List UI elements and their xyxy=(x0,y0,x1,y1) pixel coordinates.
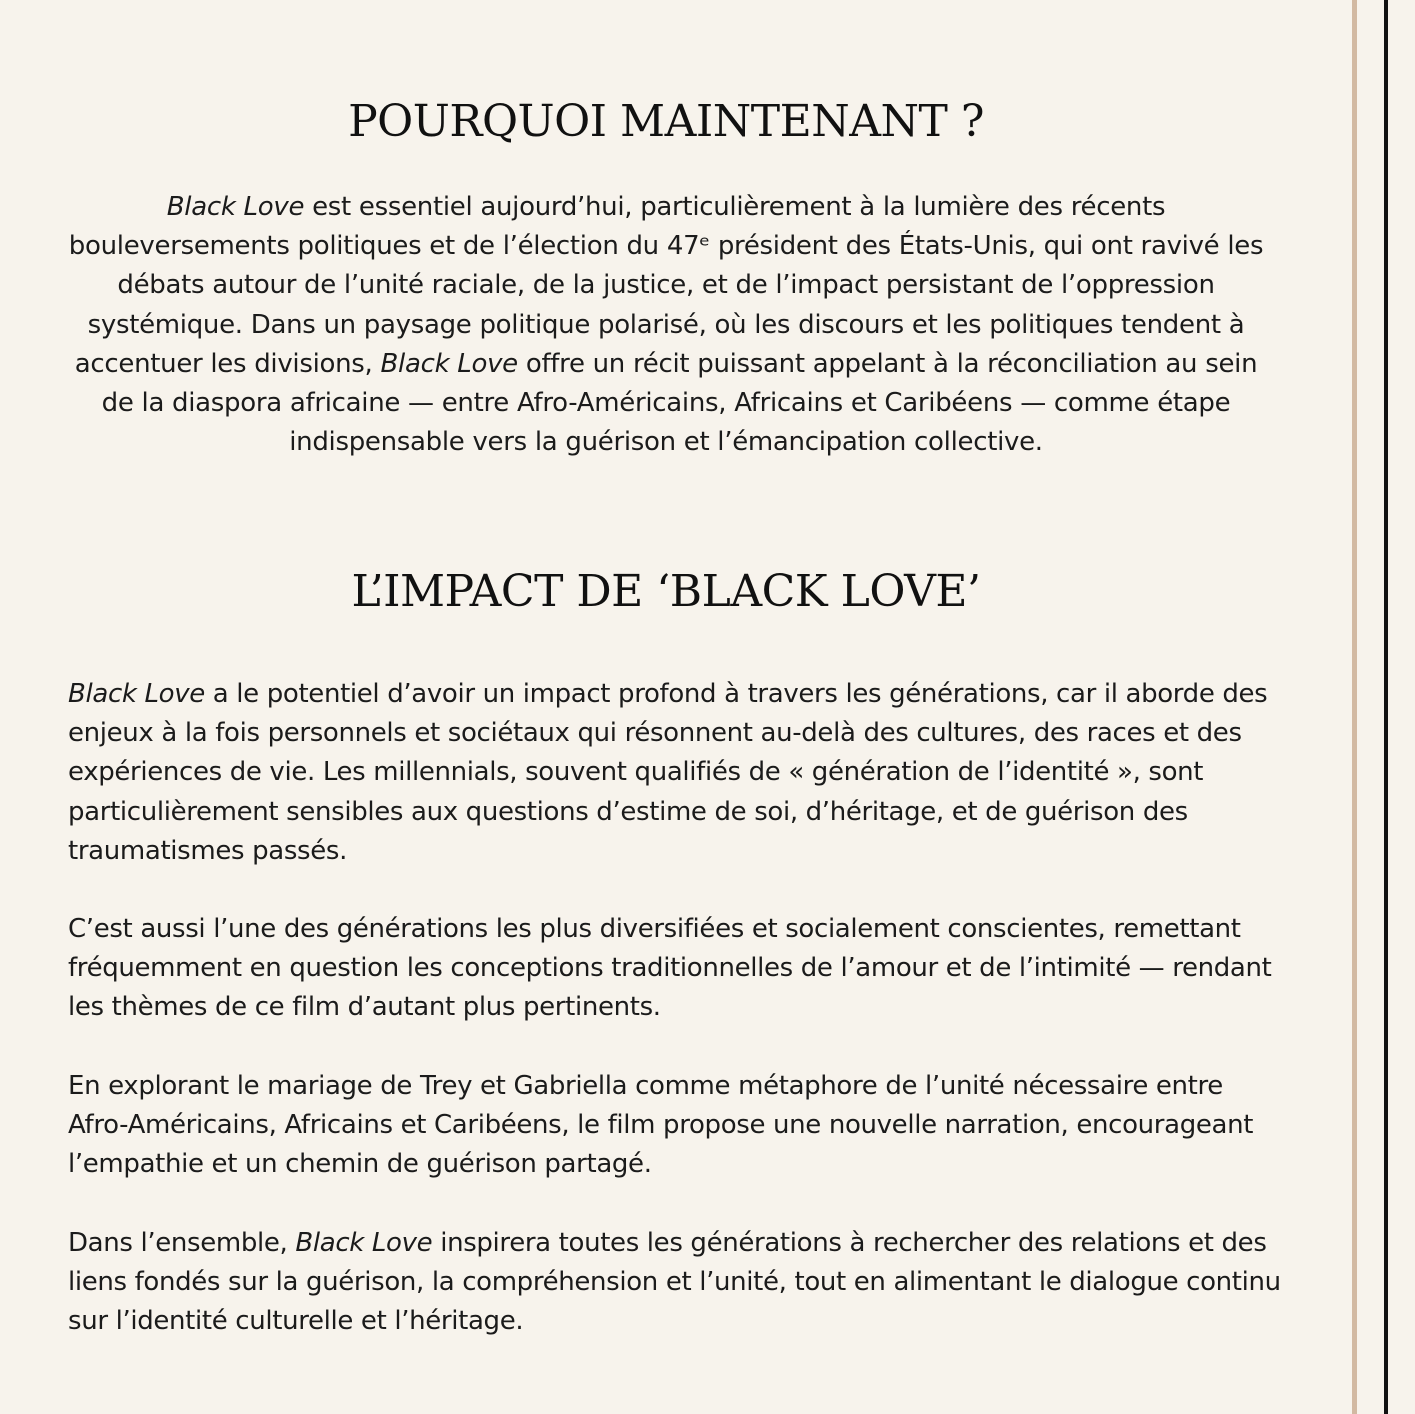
paragraph-impact-diversity: C’est aussi l’une des générations les plus diversifiées et socialement conscientes, remettant fréquemment en question les conceptions traditionnelles de l’amour et de l’intimité — rendant les thèmes de ce film d’autant plus pertinents. xyxy=(68,914,1272,1023)
paragraph-text: a le potentiel d’avoir un impact profond à travers les générations, car il aborde des enjeux à la fois personnels et sociétaux qui résonnent au-delà des cultures, des races et des expériences de vie. Les millennials, souvent qualifiés de « génération de l’identité », sont particulièrement sensibles aux questions d’estime de soi, d’héritage, et de guérison des traumatismes passés. xyxy=(68,679,1268,866)
film-title-emphasis: Black Love xyxy=(295,1228,433,1258)
film-title-emphasis: Black Love xyxy=(68,679,205,709)
paragraph-impact-conclusion xyxy=(68,1224,1283,1342)
paragraph-why-now xyxy=(60,188,1272,462)
paragraph-impact-generations xyxy=(68,675,1283,871)
film-title-emphasis: Black Love xyxy=(166,192,305,222)
paragraph-impact-marriage: En explorant le mariage de Trey et Gabriella comme métaphore de l’unité nécessaire entre Afro-Américains, Africains et Caribéens, le film propose une nouvelle narration, encourageant l’empathie et un chemin de guérison partagé. xyxy=(68,1071,1254,1180)
vertical-divider-tan xyxy=(1352,0,1357,1414)
paragraph-text: offre un récit puissant appelant à la réconciliation au sein de la diaspora africaine — entre Afro-Américains, Africains et Caribéens — comme étape indispensable vers la guérison et l’émancipation collective. xyxy=(101,348,1258,458)
vertical-divider-black xyxy=(1384,0,1388,1414)
film-title-emphasis: Black Love xyxy=(380,348,518,379)
paragraph-text: est essentiel aujourd’hui, particulièrement à la lumière des récents bouleversements politiques et de l’élection du 47ᵉ président des États-Unis, qui ont ravivé les débats autour de l’unité raciale, de la justice, et de l’impact persistant de l’oppression systémique. Dans un paysage politique polarisé, où les discours et les politiques tendent à accentuer les divisions, xyxy=(68,192,1264,379)
paragraph-text: Dans l’ensemble, xyxy=(68,1228,296,1258)
paragraph-text: inspirera toutes les générations à rechercher des relations et des liens fondés sur la guérison, la compréhension et l’unité, tout en alimentant le dialogue continu sur l’identité culturelle et l’héritage. xyxy=(68,1228,1281,1337)
section-title-why-now: POURQUOI MAINTENANT ? xyxy=(348,96,984,147)
section-title-impact: L’IMPACT DE ‘BLACK LOVE’ xyxy=(351,566,981,617)
